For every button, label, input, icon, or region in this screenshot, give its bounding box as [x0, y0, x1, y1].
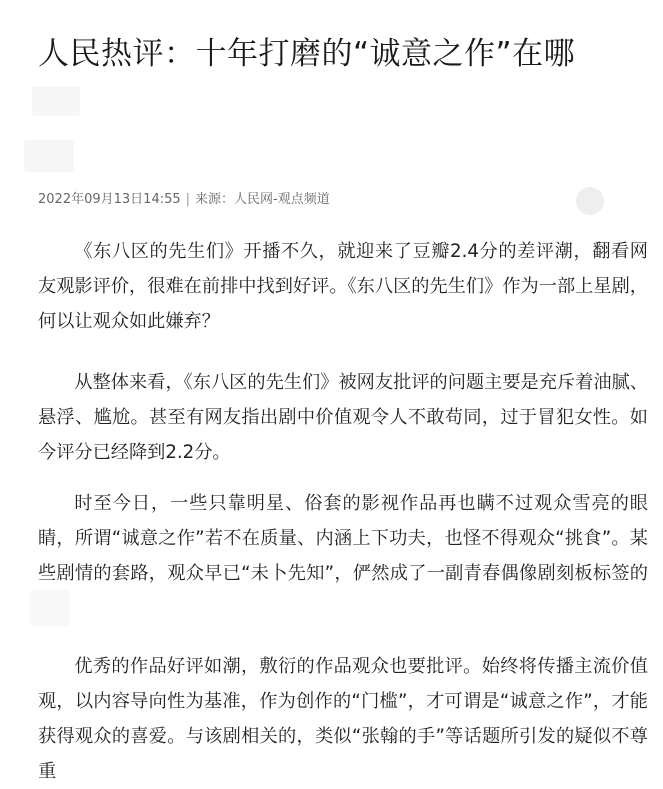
article-meta: [38, 190, 330, 210]
meta-separator: |: [185, 192, 191, 207]
article-source: 来源：人民网-观点频道: [195, 192, 330, 207]
article-title: 人民热评：十年打磨的“诚意之作”在哪: [38, 36, 576, 72]
faded-image-placeholder: [30, 590, 70, 626]
article-paragraph: 《东八区的先生们》开播不久，就迎来了豆瓣2.4分的差评潮，翻看网友观影评价，很难在前排中找到好评。《东八区的先生们》作为一部上星剧，何以让观众如此嫌弃？: [38, 241, 648, 332]
faded-image-placeholder: [32, 86, 80, 116]
faded-image-placeholder: [24, 140, 74, 172]
article-paragraph: 从整体来看，《东八区的先生们》被网友批评的问题主要是充斥着油腻、悬浮、尴尬。甚至有网友指出剧中价值观令人不敢苟同，过于冒犯女性。如今评分已经降到2.2分。: [38, 372, 648, 463]
article-paragraph: 时至今日，一些只靠明星、俗套的影视作品再也瞒不过观众雪亮的眼睛，所谓“诚意之作”若不在质量、内涵上下功夫，也怪不得观众“挑食”。某些剧情的套路，观众早已“未卜先知”，俨然成了一副青春偶像剧刻板标签的: [38, 493, 648, 584]
article-paragraph: 优秀的作品好评如潮，敷衍的作品观众也要批评。始终将传播主流价值观，以内容导向性为基准，作为创作的“门槛”，才可谓是“诚意之作”，才能获得观众的喜爱。与该剧相关的，类似“张翰的手”等话题所引发的疑似不尊重: [38, 656, 648, 782]
publish-datetime: 2022年09月13日14:55: [38, 192, 181, 207]
share-icon[interactable]: [576, 187, 604, 215]
